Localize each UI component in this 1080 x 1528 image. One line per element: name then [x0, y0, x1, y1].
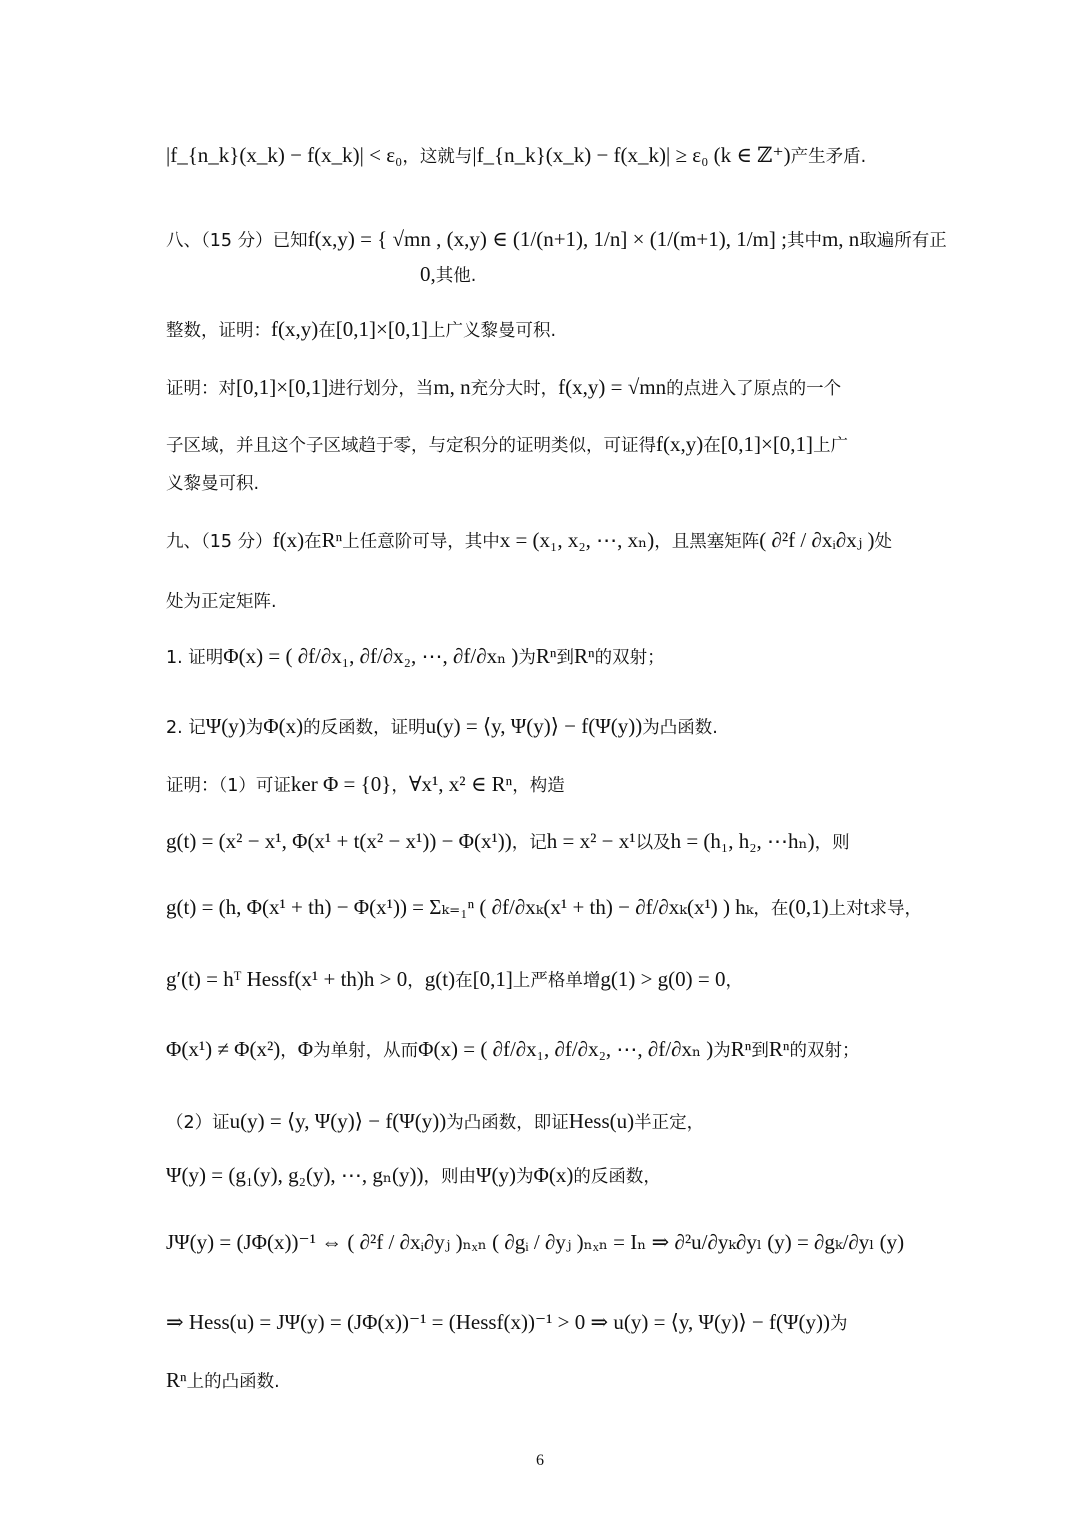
- text-run: 证明：对: [166, 379, 236, 399]
- math-expression: f(x,y) = √mn: [558, 375, 667, 399]
- text-run: 以及: [635, 833, 671, 853]
- math-expression: Φ(x): [533, 1163, 574, 1187]
- text-run: 的双射；: [594, 648, 665, 668]
- text-run: 到: [751, 1041, 769, 1061]
- text-run: 其他.: [435, 266, 477, 286]
- text-run: ，构造: [512, 776, 565, 796]
- text-line: [166, 772, 565, 797]
- text-run: 到: [556, 648, 575, 668]
- text-run: 义黎曼可积.: [166, 474, 260, 494]
- math-expression: g(t): [424, 967, 456, 991]
- text-run: 在: [318, 321, 336, 341]
- text-run: 取遍所有正: [859, 231, 947, 251]
- math-expression: u(y) = ⟨y, Ψ(y)⟩ − f(Ψ(y)): [229, 1109, 447, 1133]
- text-run: 的反函数，: [573, 1167, 661, 1187]
- math-expression: Ψ(y): [476, 1163, 516, 1187]
- math-expression: g(t) = (h, Φ(x¹ + th) − Φ(x¹)) = Σₖ₌₁ⁿ ( ∂f/∂xₖ(x¹ + th) − ∂f/∂xₖ(x¹) ) hₖ: [166, 895, 754, 919]
- math-expression: Ψ(y): [205, 714, 246, 738]
- text-line: [166, 317, 556, 342]
- math-expression: ker Φ = {0}: [290, 772, 392, 796]
- text-run: 1. 证明: [166, 648, 224, 668]
- text-run: ，: [407, 971, 425, 991]
- text-run: 为凸函数.: [642, 718, 718, 738]
- math-expression: Hess(u): [568, 1109, 635, 1133]
- text-run: ，在: [753, 899, 789, 919]
- text-run: 的反函数，证明: [303, 718, 426, 738]
- math-expression: h = x² − x¹: [546, 829, 636, 853]
- text-line: [420, 262, 476, 287]
- text-run: 其中: [786, 231, 822, 251]
- math-expression: Φ(x): [263, 714, 304, 738]
- text-run: 为: [713, 1041, 731, 1061]
- math-expression: g(t) = (x² − x¹, Φ(x¹ + t(x² − x¹)) − Φ(x¹)): [166, 829, 512, 853]
- text-run: 半正定，: [634, 1113, 705, 1133]
- math-expression: JΨ(y) = (JΦ(x))⁻¹ ⇔ ( ∂²f / ∂xᵢ∂yⱼ )ₙₓₙ ( ∂gᵢ / ∂yⱼ )ₙₓₙ = Iₙ ⇒ ∂²u/∂yₖ∂yₗ (y) = ∂gₖ/∂yₗ (y): [166, 1230, 905, 1254]
- text-run: ，且黑塞矩阵: [654, 532, 760, 552]
- text-run: 的双射；: [789, 1041, 860, 1061]
- math-expression: ∀x¹, x² ∈ Rⁿ: [408, 772, 513, 796]
- math-expression: Rⁿ: [535, 644, 557, 668]
- text-line: [166, 967, 743, 992]
- math-expression: Rⁿ: [730, 1037, 752, 1061]
- text-run: ，这就与: [402, 147, 473, 167]
- text-run: 上对: [828, 899, 864, 919]
- text-run: （2）证: [166, 1113, 230, 1133]
- text-run: 为单射，从而: [313, 1041, 419, 1061]
- text-run: ，则由: [423, 1167, 476, 1187]
- text-run: 为: [518, 648, 536, 668]
- text-run: 2. 记: [166, 718, 206, 738]
- math-expression: (0,1): [788, 895, 829, 919]
- math-expression: m, n: [433, 375, 471, 399]
- math-expression: ⇒ Hess(u) = JΨ(y) = (JΦ(x))⁻¹ = (Hessf(x))⁻¹ > 0 ⇒ u(y) = ⟨y, Ψ(y)⟩ − f(Ψ(y)): [166, 1310, 830, 1334]
- text-line: [166, 432, 848, 457]
- text-line: [166, 1368, 280, 1393]
- math-expression: g(1) > g(0) = 0: [600, 967, 726, 991]
- text-run: 上广义黎曼可积.: [428, 321, 557, 341]
- text-run: 为: [245, 718, 264, 738]
- math-expression: [0,1]×[0,1]: [236, 375, 329, 399]
- math-expression: f(x,y) = { √mn , (x,y) ∈ (1/(n+1), 1/n] × (1/(m+1), 1/m] ;: [307, 227, 787, 251]
- text-run: ，记: [511, 833, 547, 853]
- text-line: [166, 829, 850, 854]
- math-expression: Ψ(y) = (g₁(y), g₂(y), ⋯, gₙ(y)): [166, 1163, 424, 1187]
- math-expression: Φ(x¹) ≠ Φ(x²): [166, 1037, 281, 1061]
- text-run: 子区域，并且这个子区域趋于零，与定积分的证明类似，可证得: [166, 436, 656, 456]
- math-expression: Rⁿ: [574, 644, 595, 668]
- text-run: 在: [703, 436, 721, 456]
- text-run: 上的凸函数.: [186, 1372, 280, 1392]
- text-run: ，: [391, 776, 409, 796]
- math-expression: x = (x₁, x₂, ⋯, xₙ): [499, 528, 655, 552]
- text-run: 在: [455, 971, 473, 991]
- math-expression: h = (h₁, h₂, ⋯hₙ): [670, 829, 815, 853]
- math-expression: u(y) = ⟨y, Ψ(y)⟩ − f(Ψ(y)): [425, 714, 643, 738]
- text-line: [166, 472, 259, 495]
- math-expression: m, n: [821, 227, 860, 251]
- math-expression: Φ(x) = ( ∂f/∂x₁, ∂f/∂x₂, ⋯, ∂f/∂xₙ ): [223, 644, 519, 668]
- math-expression: f(x,y): [656, 432, 704, 456]
- math-expression: ( ∂²f / ∂xᵢ∂xⱼ ): [759, 528, 875, 552]
- text-run: 求导，: [869, 899, 922, 919]
- text-line: [166, 1310, 847, 1335]
- math-expression: |f_{n_k}(x_k) − f(x_k)| < ε₀: [166, 143, 403, 167]
- text-run: 为凸函数，即证: [446, 1113, 569, 1133]
- text-line: [166, 895, 922, 920]
- text-line: [166, 1037, 860, 1062]
- text-line: [166, 590, 277, 613]
- math-expression: g′(t) = hᵀ Hessf(x¹ + th)h > 0: [166, 967, 408, 991]
- text-line: [166, 227, 947, 252]
- math-expression: |f_{n_k}(x_k) − f(x_k)| ≥ ε₀ (k ∈ ℤ⁺): [472, 143, 791, 167]
- math-expression: [0,1]×[0,1]: [720, 432, 814, 456]
- text-run: ，则: [814, 833, 850, 853]
- page-number: 6: [536, 1452, 544, 1469]
- text-run: 进行划分，当: [328, 379, 434, 399]
- text-run: ，: [725, 971, 743, 991]
- text-run: 充分大时，: [470, 379, 559, 399]
- text-run: 八、（15 分）已知: [166, 231, 308, 251]
- text-run: 整数，证明：: [166, 321, 271, 341]
- text-run: 上严格单增: [512, 971, 601, 991]
- math-expression: Φ: [297, 1037, 314, 1061]
- math-expression: Rⁿ: [768, 1037, 790, 1061]
- text-run: 处: [874, 532, 892, 552]
- text-line: [166, 1109, 704, 1134]
- text-run: 上任意阶可导，其中: [342, 532, 500, 552]
- math-expression: [0,1]: [472, 967, 513, 991]
- text-run: 九、（15 分）: [166, 532, 273, 552]
- text-run: 上广: [813, 436, 849, 456]
- math-expression: f(x,y): [271, 317, 319, 341]
- text-run: 处为正定矩阵.: [166, 592, 277, 612]
- text-run: 证明：（1）可证: [166, 776, 291, 796]
- text-line: [166, 375, 841, 400]
- text-line: [166, 644, 665, 669]
- math-expression: Rⁿ: [166, 1368, 187, 1392]
- math-expression: Φ(x) = ( ∂f/∂x₁, ∂f/∂x₂, ⋯, ∂f/∂xₙ ): [418, 1037, 714, 1061]
- text-run: 为: [515, 1167, 534, 1187]
- text-line: [166, 714, 718, 739]
- text-run: ，: [280, 1041, 298, 1061]
- text-run: 为: [829, 1314, 848, 1334]
- text-run: 产生矛盾.: [790, 147, 867, 167]
- text-run: 的点进入了原点的一个: [666, 379, 842, 399]
- text-line: [166, 528, 892, 553]
- math-expression: [0,1]×[0,1]: [335, 317, 429, 341]
- math-expression: t: [863, 895, 870, 919]
- text-line: [166, 1163, 661, 1188]
- math-expression: 0,: [420, 262, 436, 286]
- text-line: [166, 143, 866, 168]
- text-line: [166, 1230, 904, 1255]
- math-expression: Rⁿ: [321, 528, 343, 552]
- math-expression: f(x): [272, 528, 305, 552]
- text-run: 在: [304, 532, 322, 552]
